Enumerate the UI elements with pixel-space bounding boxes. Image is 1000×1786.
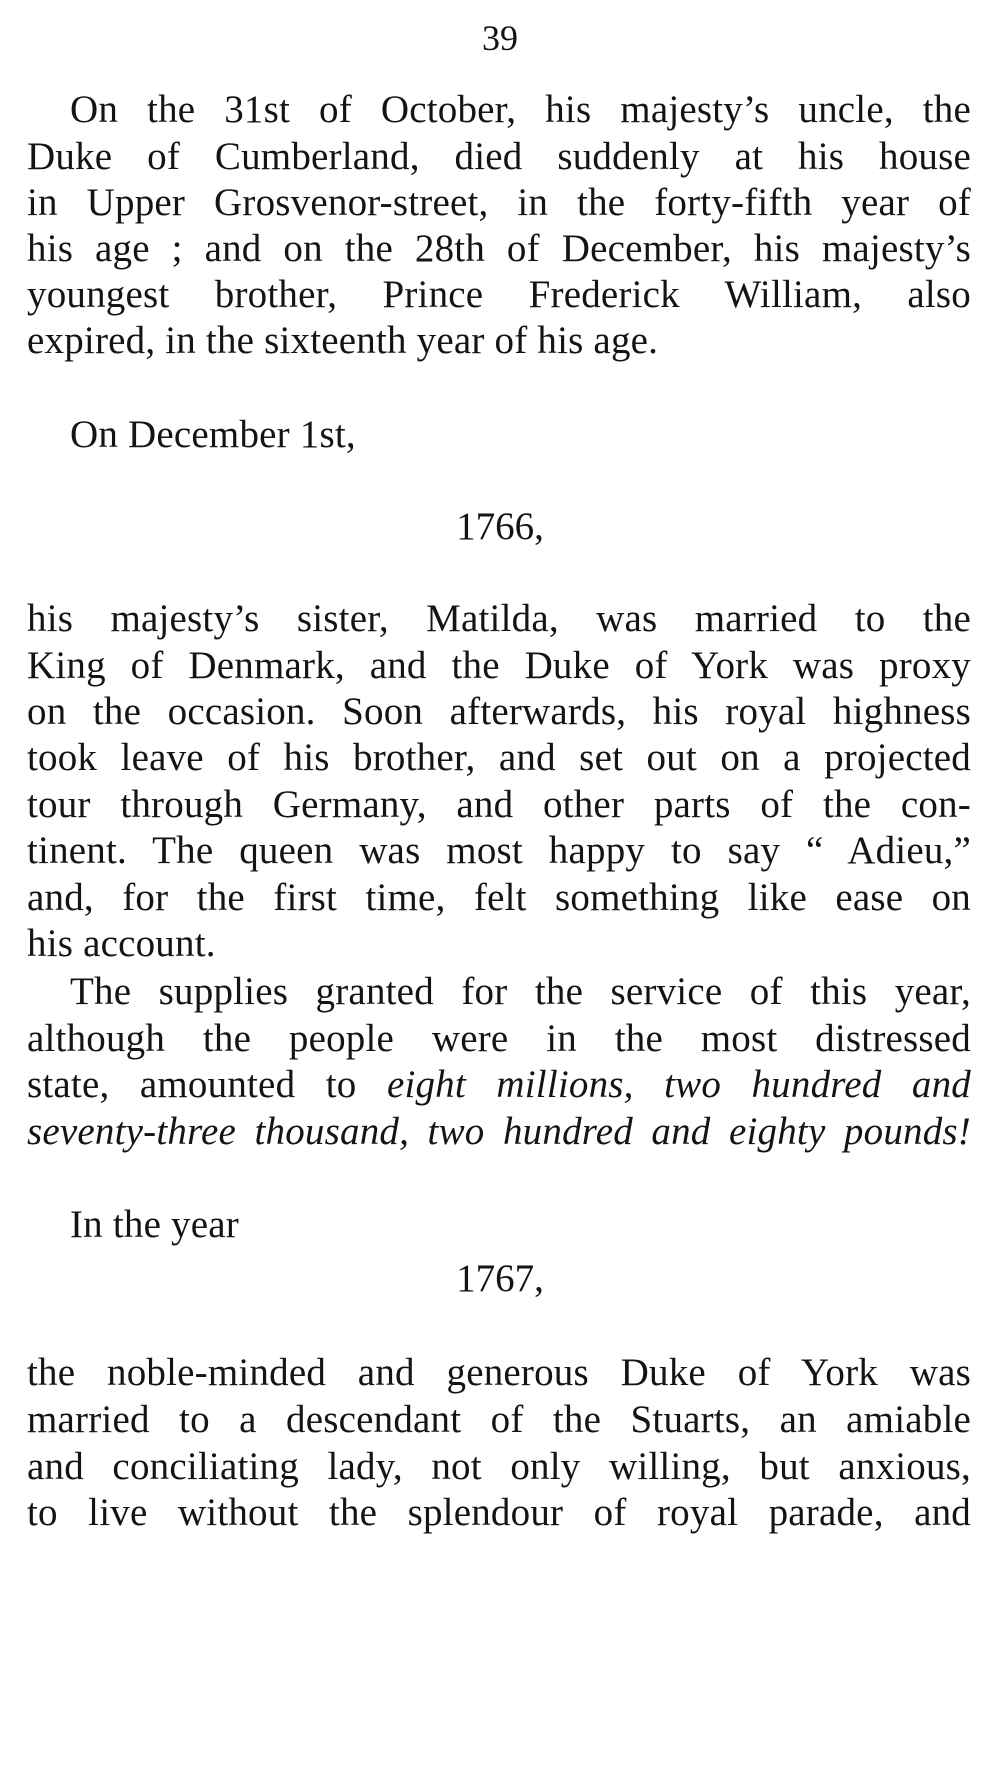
year-heading: 1767, bbox=[456, 1257, 544, 1300]
text-line: in Upper Grosvenor-street, in the forty-fifth year of bbox=[27, 181, 971, 224]
text-line: and, for the first time, felt something like ease on bbox=[27, 876, 971, 919]
text-line: and conciliating lady, not only willing, but anxious, bbox=[27, 1445, 971, 1488]
section-lead: On December 1st, bbox=[70, 413, 356, 456]
text-line: The supplies granted for the service of this year, bbox=[70, 970, 971, 1013]
text-line: Duke of Cumberland, died suddenly at his house bbox=[27, 135, 971, 178]
text-line: on the occasion. Soon afterwards, his royal highness bbox=[27, 690, 971, 733]
text-line: tour through Germany, and other parts of the con- bbox=[27, 783, 971, 826]
text-line: his account. bbox=[27, 922, 216, 965]
year-heading: 1766, bbox=[456, 505, 544, 548]
text-span: state, amounted to bbox=[27, 1063, 387, 1106]
page-number: 39 bbox=[482, 18, 518, 58]
section-lead: In the year bbox=[70, 1203, 239, 1246]
text-line bbox=[27, 1107, 971, 1157]
text-line: King of Denmark, and the Duke of York was proxy bbox=[27, 644, 971, 687]
text-line bbox=[27, 1060, 971, 1110]
text-line: youngest brother, Prince Frederick William, also bbox=[27, 273, 971, 316]
text-line: tinent. The queen was most happy to say “ Adieu,” bbox=[27, 829, 971, 872]
italic-text: eight millions, two hundred and bbox=[386, 1063, 971, 1106]
text-line: On the 31st of October, his majesty’s uncle, the bbox=[70, 88, 971, 131]
text-line: to live without the splendour of royal parade, and bbox=[27, 1491, 971, 1534]
text-line: although the people were in the most distressed bbox=[27, 1017, 971, 1060]
text-line: the noble-minded and generous Duke of York was bbox=[27, 1351, 971, 1394]
text-line: took leave of his brother, and set out on a projected bbox=[27, 736, 971, 779]
text-line: his majesty’s sister, Matilda, was married to the bbox=[27, 597, 971, 640]
text-line: expired, in the sixteenth year of his age. bbox=[27, 319, 659, 362]
italic-text: seventy-three thousand, two hundred and eighty pounds! bbox=[27, 1110, 971, 1153]
text-line: his age ; and on the 28th of December, his majesty’s bbox=[27, 227, 971, 270]
text-line: married to a descendant of the Stuarts, an amiable bbox=[27, 1398, 971, 1441]
